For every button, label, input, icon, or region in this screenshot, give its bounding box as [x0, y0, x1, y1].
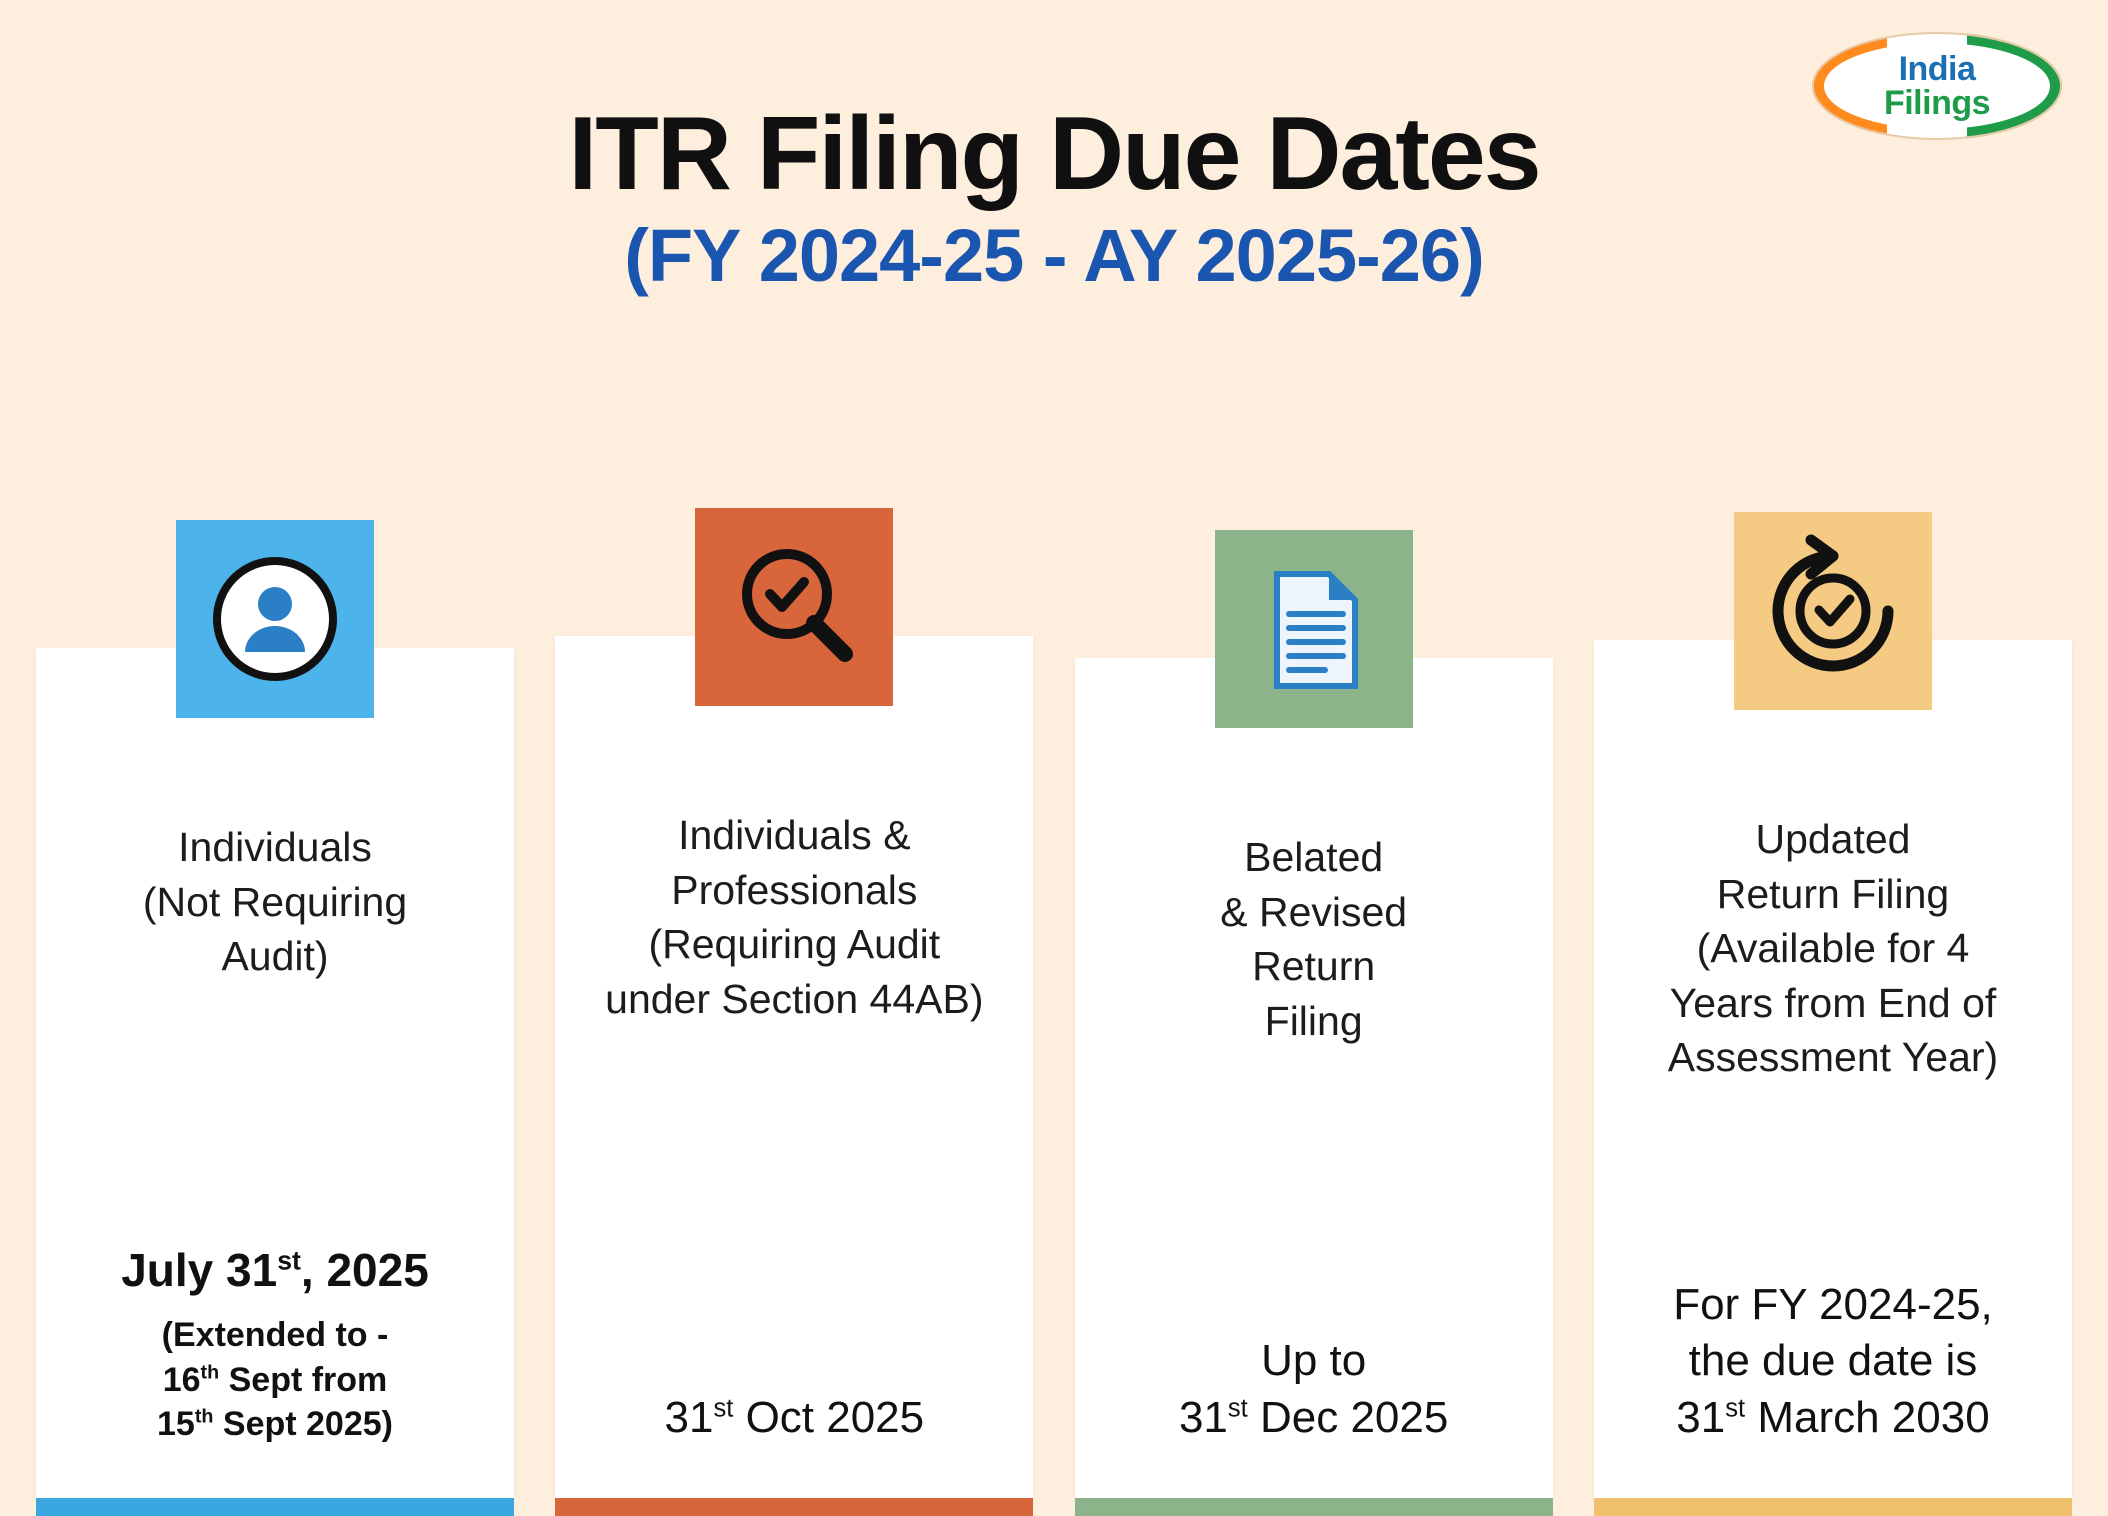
logo-line-india: India: [1898, 50, 1976, 88]
card-accent-bar: [1594, 1498, 2072, 1516]
card-date: Up to 31st Dec 2025: [1178, 1336, 1449, 1442]
card-note: (Extended to - 16th Sept from 15th Sept 2025): [157, 1316, 393, 1443]
page-subtitle: (FY 2024-25 - AY 2025-26): [624, 214, 1484, 298]
card-description: Individuals & Professionals (Requiring Audit under Section 44AB): [605, 812, 984, 1022]
magnifier-check-icon: [695, 508, 893, 706]
cards-row: [36, 648, 2072, 1498]
card-description: Belated & Revised Return Filing: [1220, 834, 1408, 1044]
clock-refresh-icon: [1734, 512, 1932, 710]
header: [0, 96, 2108, 298]
card-updated-return: [1594, 640, 2072, 1498]
card-date: For FY 2024-25, the due date is 31st March 2030: [1673, 1280, 1993, 1442]
card-individuals-no-audit: [36, 648, 514, 1498]
card-description: Individuals (Not Requiring Audit): [142, 824, 408, 980]
logo-line-filings: Filings: [1883, 84, 1991, 122]
card-description: Updated Return Filing (Available for 4 Years from End of Assessment Year): [1667, 816, 1999, 1081]
page-title: ITR Filing Due Dates: [568, 96, 1540, 212]
card-date: July 31st, 2025 (Extended to - 16th Sept from 15th Sept 2025): [103, 1241, 447, 1498]
document-lines-icon: [1215, 530, 1413, 728]
card-accent-bar: [555, 1498, 1033, 1516]
card-date: 31st Oct 2025: [664, 1392, 925, 1442]
card-belated-revised: [1075, 658, 1553, 1498]
card-audit-44ab: [555, 636, 1033, 1498]
user-circle-icon: [176, 520, 374, 718]
card-accent-bar: [36, 1498, 514, 1516]
card-accent-bar: [1075, 1498, 1553, 1516]
